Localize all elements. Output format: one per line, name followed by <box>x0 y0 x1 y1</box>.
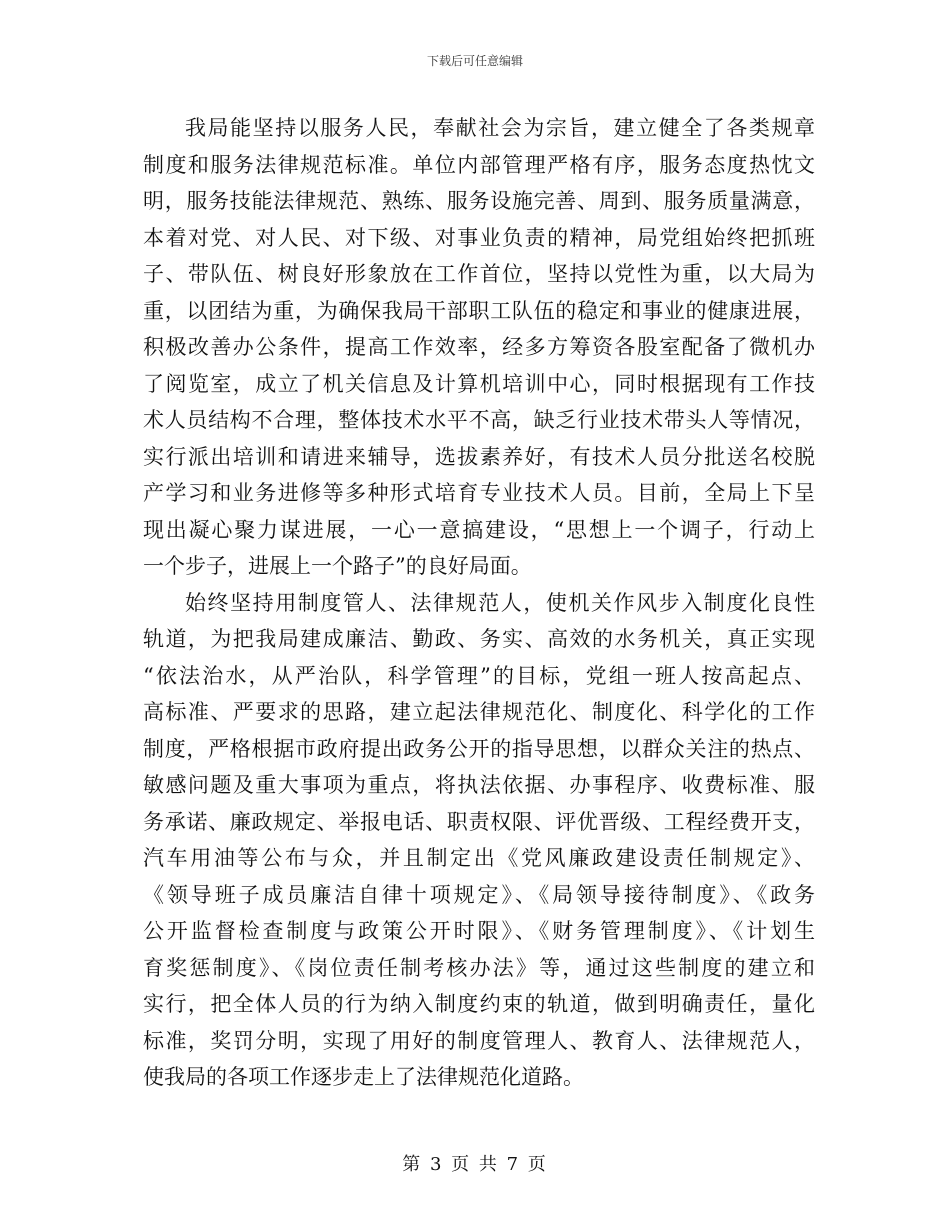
paragraph-line: 本着对党、对人民、对下级、对事业负责的精神，局党组始终把抓班 <box>143 225 815 250</box>
paragraph-line: 明，服务技能法律规范、熟练、服务设施完善、周到、服务质量满意， <box>143 189 815 213</box>
paragraph-line: 实行派出培训和请进来辅导，选拔素养好，有技术人员分批送名校脱 <box>143 444 815 469</box>
document-body <box>143 110 815 1096</box>
paragraph-line: 育奖惩制度》、《岗位责任制考核办法》等，通过这些制度的建立和 <box>143 955 815 980</box>
paragraph-line: 我局能坚持以服务人民，奉献社会为宗旨，建立健全了各类规章 <box>185 116 815 140</box>
paragraph-line: 制度，严格根据市政府提出政务公开的指导思想，以群众关注的热点、 <box>143 736 815 761</box>
paragraph-line: 标准，奖罚分明，实现了用好的制度管理人、教育人、法律规范人， <box>143 1028 815 1053</box>
header-note: 下载后可任意编辑 <box>426 54 523 68</box>
paragraph-line: “依法治水，从严治队，科学管理”的目标，党组一班人按高起点、 <box>143 663 815 688</box>
paragraph-line: 产学习和业务进修等多种形式培育专业技术人员。目前，全局上下呈 <box>143 481 815 505</box>
paragraph-1 <box>143 110 815 585</box>
paragraph-line: 使我局的各项工作逐步走上了法律规范化道路。 <box>143 1065 584 1089</box>
paragraph-line: 积极改善办公条件，提高工作效率，经多方筹资各股室配备了微机办 <box>143 335 815 359</box>
paragraph-line: 高标准、严要求的思路，建立起法律规范化、制度化、科学化的工作 <box>143 700 815 724</box>
paragraph-line: 实行，把全体人员的行为纳入制度约束的轨道，做到明确责任，量化 <box>143 992 815 1016</box>
paragraph-line: 制度和服务法律规范标准。单位内部管理严格有序，服务态度热忱文 <box>143 152 815 177</box>
paragraph-line: 务承诺、廉政规定、举报电话、职责权限、评优晋级、工程经费开支， <box>143 809 815 834</box>
paragraph-line: 《领导班子成员廉洁自律十项规定》、《局领导接待制度》、《政务 <box>143 882 815 907</box>
paragraph-line: 始终坚持用制度管人、法律规范人，使机关作风步入制度化良性 <box>185 590 815 615</box>
paragraph-line: 重，以团结为重，为确保我局干部职工队伍的稳定和事业的健康进展， <box>143 298 815 323</box>
paragraph-line: 汽车用油等公布与众，并且制定出《党风廉政建设责任制规定》、 <box>143 846 815 870</box>
paragraph-line: 子、带队伍、树良好形象放在工作首位，坚持以党性为重，以大局为 <box>143 262 815 286</box>
page-number: 第 3 页 共 7 页 <box>402 1154 548 1175</box>
paragraph-line: 敏感问题及重大事项为重点，将执法依据、办事程序、收费标准、服 <box>143 773 815 797</box>
paragraph-line: 现出凝心聚力谋进展，一心一意搞建设，“思想上一个调子，行动上 <box>143 517 815 542</box>
paragraph-line: 一个步子，进展上一个路子”的良好局面。 <box>143 554 532 578</box>
paragraph-line: 轨道，为把我局建成廉洁、勤政、务实、高效的水务机关，真正实现 <box>143 627 815 651</box>
paragraph-2 <box>143 585 815 1096</box>
paragraph-line: 了阅览室，成立了机关信息及计算机培训中心，同时根据现有工作技 <box>143 371 815 396</box>
paragraph-line: 公开监督检查制度与政策公开时限》、《财务管理制度》、《计划生 <box>143 919 815 943</box>
paragraph-line: 术人员结构不合理，整体技术水平不高，缺乏行业技术带头人等情况， <box>143 408 815 432</box>
